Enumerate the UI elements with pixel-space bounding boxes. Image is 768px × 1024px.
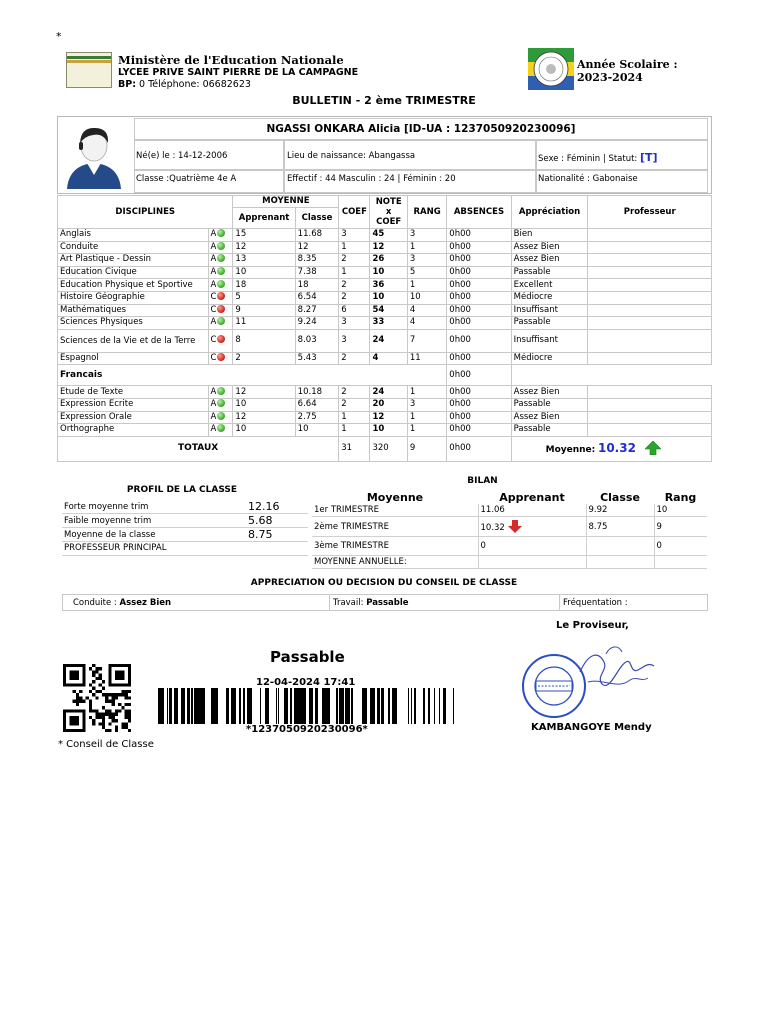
class-average: 7.38 [295,266,339,279]
coef-value: 3 [339,329,370,352]
profil-table [62,500,308,556]
profil-row [62,542,308,556]
subject-grade [208,386,233,399]
subject-row [58,386,712,399]
gabon-flag-emblem [528,48,574,90]
bp-label: BP: [118,79,137,90]
overall-average [511,436,711,461]
francais-empty [511,365,711,386]
appreciation-value: Assez Bien [511,411,588,424]
school-year: Année Scolaire : 2023-2024 [577,58,678,84]
birth-place: Lieu de naissance: Abangassa [287,151,416,161]
grade-letter: A [210,229,217,240]
profil-value: 5.68 [246,514,308,528]
student-avatar-icon [63,121,125,189]
grades-table [57,195,712,462]
bilan-term: 2ème TRIMESTRE [312,517,478,537]
subject-name: Sciences de la Vie et de la Terre [58,329,209,352]
apprenant-average: 12 [233,241,295,254]
conduite-value: Assez Bien [119,598,172,608]
teacher-cell [588,411,712,424]
school-logo [66,52,112,88]
apprenant-average: 10 [233,424,295,437]
subject-row [58,317,712,330]
col-note-coef: NOTE x COEF [370,196,407,229]
school-contact [118,79,251,90]
note-coef-value: 12 [370,241,407,254]
rank-value: 4 [407,304,446,317]
note-coef-value: 10 [370,266,407,279]
travail-label: Travail: [333,598,364,608]
class-average: 2.75 [295,411,339,424]
teacher-cell [588,254,712,267]
bilan-term: MOYENNE ANNUELLE: [312,556,478,569]
sex-label: Sexe : Féminin | Statut: [538,154,638,164]
star-mark: * [56,30,62,43]
ministry-title: Ministère de l'Education Nationale [118,53,344,67]
totals-coef: 31 [339,436,370,461]
rank-value: 1 [407,386,446,399]
grade-letter: C [210,292,217,303]
col-disciplines: DISCIPLINES [58,196,233,229]
teacher-cell [588,317,712,330]
grade-status-icon [217,387,225,395]
teacher-cell [588,329,712,352]
teacher-cell [588,398,712,411]
subject-grade [208,411,233,424]
apprenant-average: 2 [233,352,295,365]
note-coef-value: 26 [370,254,407,267]
note-coef-value: 10 [370,291,407,304]
totals-note: 320 [370,436,407,461]
proviseur-label: Le Proviseur, [556,620,629,631]
note-coef-value: 12 [370,411,407,424]
bilan-classe: 8.75 [586,517,654,537]
apprenant-average: 9 [233,304,295,317]
teacher-cell [588,279,712,292]
subject-row [58,398,712,411]
conduite-label: Conduite : [73,598,117,608]
rank-value: 5 [407,266,446,279]
grade-letter: A [210,411,217,422]
grade-status-icon [217,424,225,432]
subject-grade [208,398,233,411]
note-coef-value: 24 [370,329,407,352]
coef-value: 2 [339,386,370,399]
grade-status-icon [217,399,225,407]
grade-letter: A [210,267,217,278]
school-name: LYCEE PRIVE SAINT PIERRE DE LA CAMPAGNE [118,67,359,78]
apprenant-average: 13 [233,254,295,267]
bilan-rang: 0 [654,537,707,556]
appreciation-value: Passable [511,317,588,330]
bilan-row [312,517,707,537]
grade-status-icon [217,280,225,288]
bilan-term: 3ème TRIMESTRE [312,537,478,556]
apprenant-average: 18 [233,279,295,292]
subject-name: Espagnol [58,352,209,365]
rank-value: 3 [407,254,446,267]
apprenant-average: 5 [233,291,295,304]
profil-title: PROFIL DE LA CLASSE [126,485,238,495]
col-appreciation: Appréciation [511,196,588,229]
bilan-apprenant [478,504,586,517]
grade-letter: C [210,353,217,364]
grade-letter: A [210,386,217,397]
coef-value: 2 [339,352,370,365]
apprenant-average: 12 [233,411,295,424]
class-average: 6.64 [295,398,339,411]
subject-grade [208,329,233,352]
profil-label: Forte moyenne trim [62,500,246,514]
bilan-classe: 9.92 [586,504,654,517]
frequentation-label: Fréquentation : [563,598,628,608]
rank-value: 3 [407,398,446,411]
teacher-cell [588,424,712,437]
grade-letter: A [210,254,217,265]
grade-status-icon [217,317,225,325]
col-professeur: Professeur [588,196,712,229]
grade-status-icon [217,412,225,420]
coef-value: 3 [339,317,370,330]
grade-letter: A [210,424,217,435]
absences-value: 0h00 [447,386,511,399]
moyenne-value: 10.32 [597,441,636,456]
bilan-apprenant-value: 10.32 [480,523,505,533]
rank-value: 3 [407,229,446,242]
subject-row [58,352,712,365]
grade-status-icon [217,335,225,343]
appreciation-value: Passable [511,266,588,279]
bp-value: 0 Téléphone: 06682623 [139,79,251,90]
absences-value: 0h00 [447,266,511,279]
subject-row [58,229,712,242]
subject-name: Education Physique et Sportive [58,279,209,292]
teacher-cell [588,229,712,242]
grade-status-icon [217,229,225,237]
rank-value: 11 [407,352,446,365]
bilan-classe [586,556,654,569]
teacher-cell [588,352,712,365]
absences-value: 0h00 [447,424,511,437]
barcode-text: *1237050920230096* [246,724,368,735]
absences-value: 0h00 [447,291,511,304]
grade-status-icon [217,242,225,250]
subject-name: Conduite [58,241,209,254]
subject-name: Mathématiques [58,304,209,317]
bilan-row [312,556,707,569]
absences-value: 0h00 [447,329,511,352]
subject-grade [208,291,233,304]
grade-status-icon [217,292,225,300]
subject-name: Anglais [58,229,209,242]
class-average: 8.27 [295,304,339,317]
issue-datetime: 12-04-2024 17:41 [256,677,356,688]
bulletin-title: BULLETIN - 2 ème TRIMESTRE [292,94,476,107]
subject-row [58,424,712,437]
coef-value: 2 [339,279,370,292]
class-average: 9.24 [295,317,339,330]
col-coef: COEF [339,196,370,229]
subject-row [58,329,712,352]
birth-date: Né(e) le : 14-12-2006 [136,151,228,161]
note-coef-value: 4 [370,352,407,365]
absences-value: 0h00 [447,229,511,242]
appreciation-value: Excellent [511,279,588,292]
profil-row [62,528,308,542]
subject-name: Orthographe [58,424,209,437]
col-classe: Classe [295,208,339,229]
coef-value: 1 [339,241,370,254]
appreciation-value: Passable [511,398,588,411]
class-average: 10.18 [295,386,339,399]
apprenant-average: 11 [233,317,295,330]
class-average: 12 [295,241,339,254]
coef-value: 1 [339,411,370,424]
coef-value: 3 [339,229,370,242]
bilan-term: 1er TRIMESTRE [312,504,478,517]
nationality: Nationalité : Gabonaise [538,174,638,184]
coef-value: 1 [339,424,370,437]
appreciation-value: Assez Bien [511,241,588,254]
subject-grade [208,254,233,267]
bilan-rang: 9 [654,517,707,537]
rank-value: 1 [407,241,446,254]
teacher-cell [588,304,712,317]
absences-value: 0h00 [447,254,511,267]
subject-grade [208,229,233,242]
grade-status-icon [217,254,225,262]
francais-group-label: Francais [58,365,447,386]
subject-row [58,304,712,317]
sex-status [538,151,658,164]
grade-letter: A [210,279,217,290]
class-average: 5.43 [295,352,339,365]
subject-name: Sciences Physiques [58,317,209,330]
rank-value: 4 [407,317,446,330]
travail-decision [333,598,409,608]
note-coef-value: 24 [370,386,407,399]
grade-letter: A [210,399,217,410]
arrow-down-icon [508,520,522,533]
arrow-up-icon [645,441,661,455]
coef-value: 2 [339,291,370,304]
profil-label: PROFESSEUR PRINCIPAL [62,542,246,556]
class-average: 10 [295,424,339,437]
bilan-apprenant [478,517,586,537]
class-average: 8.03 [295,329,339,352]
subject-row [58,241,712,254]
subject-row [58,291,712,304]
final-decision: Passable [270,648,345,666]
francais-group-row [58,365,712,386]
class-average: 6.54 [295,291,339,304]
appreciation-value: Insuffisant [511,329,588,352]
appreciation-value: Assez Bien [511,386,588,399]
travail-value: Passable [366,598,409,608]
council-decision-row [62,594,708,611]
class-name: Classe :Quatrième 4e A [136,174,237,184]
absences-value: 0h00 [447,398,511,411]
col-absences: ABSENCES [447,196,511,229]
apprenant-average: 10 [233,266,295,279]
apprenant-average: 10 [233,398,295,411]
grade-letter: C [210,304,217,315]
barcode [158,688,458,724]
note-coef-value: 36 [370,279,407,292]
profil-value: 8.75 [246,528,308,542]
bilan-row [312,504,707,517]
teacher-cell [588,241,712,254]
coef-value: 2 [339,254,370,267]
profil-value: 12.16 [246,500,308,514]
note-coef-value: 20 [370,398,407,411]
appreciation-value: Médiocre [511,291,588,304]
appreciation-value: Médiocre [511,352,588,365]
subject-grade [208,424,233,437]
subject-name: Education Civique [58,266,209,279]
apprenant-average: 15 [233,229,295,242]
subject-grade [208,352,233,365]
subject-row [58,411,712,424]
profil-row [62,514,308,528]
col-moyenne: MOYENNE [233,196,339,208]
appreciation-value: Bien [511,229,588,242]
grade-status-icon [217,267,225,275]
subject-name: Etude de Texte [58,386,209,399]
teacher-cell [588,386,712,399]
bilan-col-rang: Rang [664,490,697,504]
absences-value: 0h00 [447,352,511,365]
subject-name: Histoire Géographie [58,291,209,304]
rank-value: 1 [407,279,446,292]
profil-label: Faible moyenne trim [62,514,246,528]
grade-letter: C [210,335,217,346]
student-name: NGASSI ONKARA Alicia [ID-UA : 1237050920230096] [134,118,708,140]
absences-value: 0h00 [447,279,511,292]
absences-value: 0h00 [447,241,511,254]
bilan-col-classe: Classe [600,490,640,504]
subject-grade [208,279,233,292]
coef-value: 2 [339,398,370,411]
totals-row [58,436,712,461]
coef-value: 1 [339,266,370,279]
bilan-apprenant-value: 11.06 [480,505,505,515]
bilan-title: BILAN [467,476,498,486]
qr-code [63,664,131,732]
school-stamp-signature [518,632,663,724]
subject-name: Expression Orale [58,411,209,424]
teacher-cell [588,266,712,279]
apprenant-average: 12 [233,386,295,399]
francais-absences: 0h00 [447,365,511,386]
profil-label: Moyenne de la classe [62,528,246,542]
grade-status-icon [217,305,225,313]
class-size: Effectif : 44 Masculin : 24 | Féminin : 20 [287,174,456,184]
col-rang: RANG [407,196,446,229]
subject-name: Expression Ecrite [58,398,209,411]
bilan-col-apprenant: Apprenant [499,490,565,504]
conduite-decision [73,598,171,608]
grade-letter: A [210,241,217,252]
bilan-rang: 10 [654,504,707,517]
bilan-apprenant [478,537,586,556]
absences-value: 0h00 [447,317,511,330]
subject-grade [208,241,233,254]
subject-name: Art Plastique - Dessin [58,254,209,267]
bilan-col-moyenne: Moyenne [366,490,424,504]
principal-name: KAMBANGOYE Mendy [531,722,652,733]
grade-status-icon [217,353,225,361]
class-average: 11.68 [295,229,339,242]
totals-rank: 9 [407,436,446,461]
student-details [134,140,708,194]
bilan-apprenant [478,556,586,569]
totals-label: TOTAUX [58,436,339,461]
rank-value: 7 [407,329,446,352]
appreciation-value: Insuffisant [511,304,588,317]
apprenant-average: 8 [233,329,295,352]
bilan-table [312,490,707,569]
bilan-row [312,537,707,556]
bilan-rang [654,556,707,569]
rank-value: 10 [407,291,446,304]
bilan-classe [586,537,654,556]
subject-row [58,279,712,292]
absences-value: 0h00 [447,304,511,317]
col-apprenant: Apprenant [233,208,295,229]
subject-grade [208,304,233,317]
subject-grade [208,317,233,330]
council-decision-title: APPRECIATION OU DECISION DU CONSEIL DE CLASSE [250,578,518,588]
profil-row [62,500,308,514]
rank-value: 1 [407,411,446,424]
totals-absences: 0h00 [447,436,511,461]
note-coef-value: 45 [370,229,407,242]
status-value: [T] [640,151,658,164]
subject-row [58,254,712,267]
note-coef-value: 10 [370,424,407,437]
moyenne-label: Moyenne: [545,445,596,456]
coef-value: 6 [339,304,370,317]
profil-value [246,542,308,556]
subject-grade [208,266,233,279]
grade-letter: A [210,317,217,328]
subject-row [58,266,712,279]
class-average: 8.35 [295,254,339,267]
note-coef-value: 54 [370,304,407,317]
teacher-cell [588,291,712,304]
footer-note: * Conseil de Classe [58,739,154,750]
appreciation-value: Assez Bien [511,254,588,267]
absences-value: 0h00 [447,411,511,424]
appreciation-value: Passable [511,424,588,437]
note-coef-value: 33 [370,317,407,330]
bilan-apprenant-value: 0 [480,541,486,551]
class-average: 18 [295,279,339,292]
rank-value: 1 [407,424,446,437]
